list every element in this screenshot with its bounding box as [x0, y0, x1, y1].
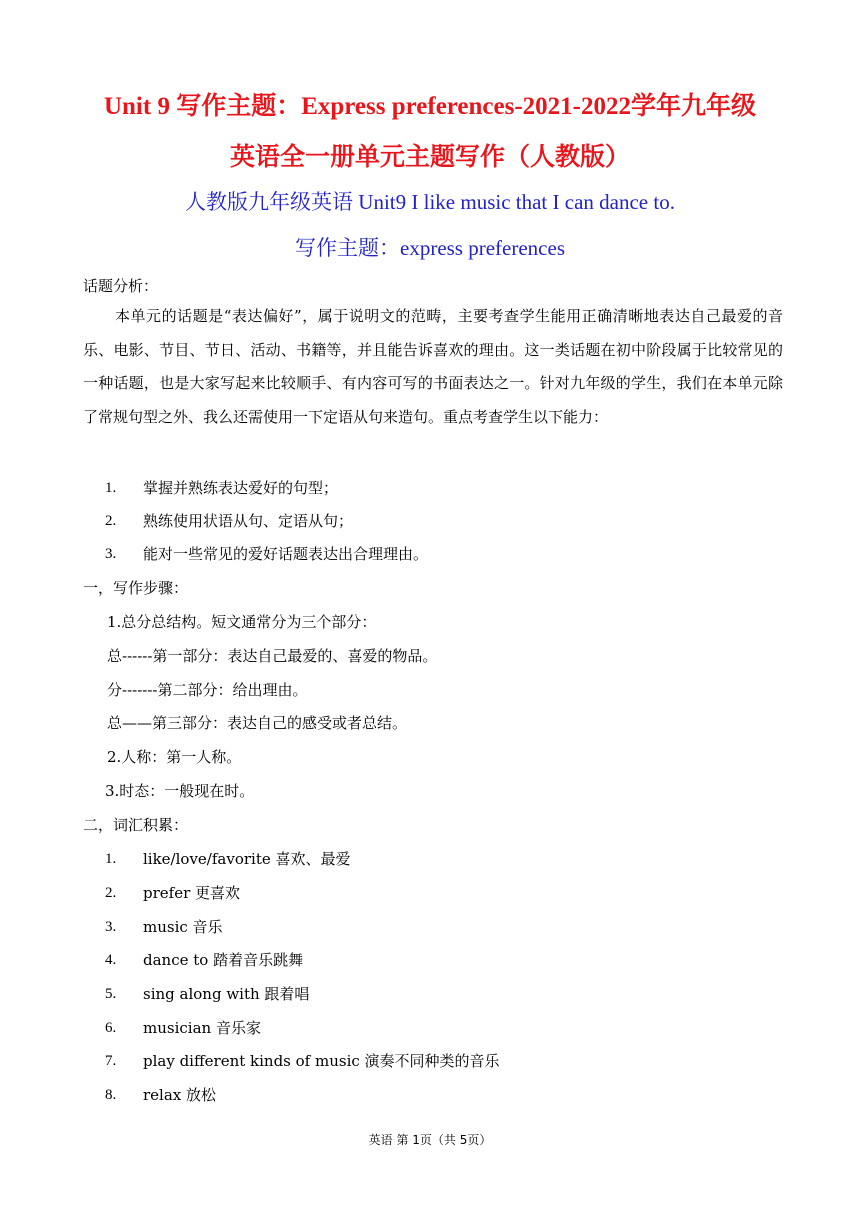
step-line: 分-------第二部分：给出理由。 — [107, 681, 308, 699]
vocab-text: like/love/favorite 喜欢、最爱 — [143, 850, 351, 868]
analysis-paragraph: 本单元的话题是“表达偏好”，属于说明文的范畴，主要考查学生能用正确清晰地表达自己最爱的音乐、电影、节目、节日、活动、书籍等，并且能告诉喜欢的理由。这一类话题在初中阶段属于比较常见的一种话题，也是大家写起来比较顺手、有内容可写的书面表达之一。针对九年级的学生，我们在本单元除了常规句型之外、我么还需使用一下定语从句来造句。重点考查学生以下能力： — [83, 307, 783, 426]
step-line: 3.时态：一般现在时。 — [105, 782, 255, 800]
step-line: 总------第一部分：表达自己最爱的、喜爱的物品。 — [107, 647, 438, 665]
ability-text: 熟练使用状语从句、定语从句； — [143, 512, 354, 530]
subtitle-line-1: 人教版九年级英语 Unit9 I like music that I can dance to. — [185, 190, 675, 214]
vocab-text: relax 放松 — [143, 1086, 217, 1104]
vocab-number: 2. — [105, 885, 117, 901]
vocab-heading: 二，词汇积累： — [83, 816, 189, 834]
ability-number: 3. — [105, 546, 117, 562]
vocab-text: play different kinds of music 演奏不同种类的音乐 — [143, 1052, 500, 1070]
step-line: 2.人称：第一人称。 — [107, 748, 242, 766]
page-footer: 英语 第 1页（共 5页） — [368, 1133, 492, 1147]
vocab-number: 3. — [105, 919, 117, 935]
step-line: 总——第三部分：表达自己的感受或者总结。 — [107, 714, 408, 732]
ability-text: 能对一些常见的爱好话题表达出合理理由。 — [143, 545, 429, 563]
steps-heading: 一，写作步骤： — [83, 579, 189, 597]
vocab-text: sing along with 跟着唱 — [143, 985, 310, 1003]
document-title-line-1: Unit 9 写作主题：Express preferences-2021-2022学年九年级 — [103, 93, 757, 120]
analysis-heading: 话题分析： — [83, 277, 159, 295]
vocab-text: dance to 踏着音乐跳舞 — [143, 951, 304, 969]
ability-number: 2. — [105, 513, 117, 529]
vocab-number: 5. — [105, 986, 117, 1002]
vocab-text: prefer 更喜欢 — [143, 884, 241, 902]
document-title-line-2: 英语全一册单元主题写作（人教版） — [229, 144, 630, 171]
vocab-number: 7. — [105, 1053, 117, 1069]
vocab-text: music 音乐 — [143, 918, 223, 936]
vocab-number: 1. — [105, 851, 117, 867]
ability-number: 1. — [105, 480, 117, 496]
ability-text: 掌握并熟练表达爱好的句型； — [143, 479, 339, 497]
subtitle-line-2: 写作主题：express preferences — [295, 236, 565, 260]
vocab-text: musician 音乐家 — [143, 1019, 261, 1037]
vocab-number: 6. — [105, 1020, 117, 1036]
vocab-number: 8. — [105, 1087, 117, 1103]
vocab-number: 4. — [105, 952, 117, 968]
step-line: 1.总分总结构。短文通常分为三个部分： — [107, 613, 377, 631]
